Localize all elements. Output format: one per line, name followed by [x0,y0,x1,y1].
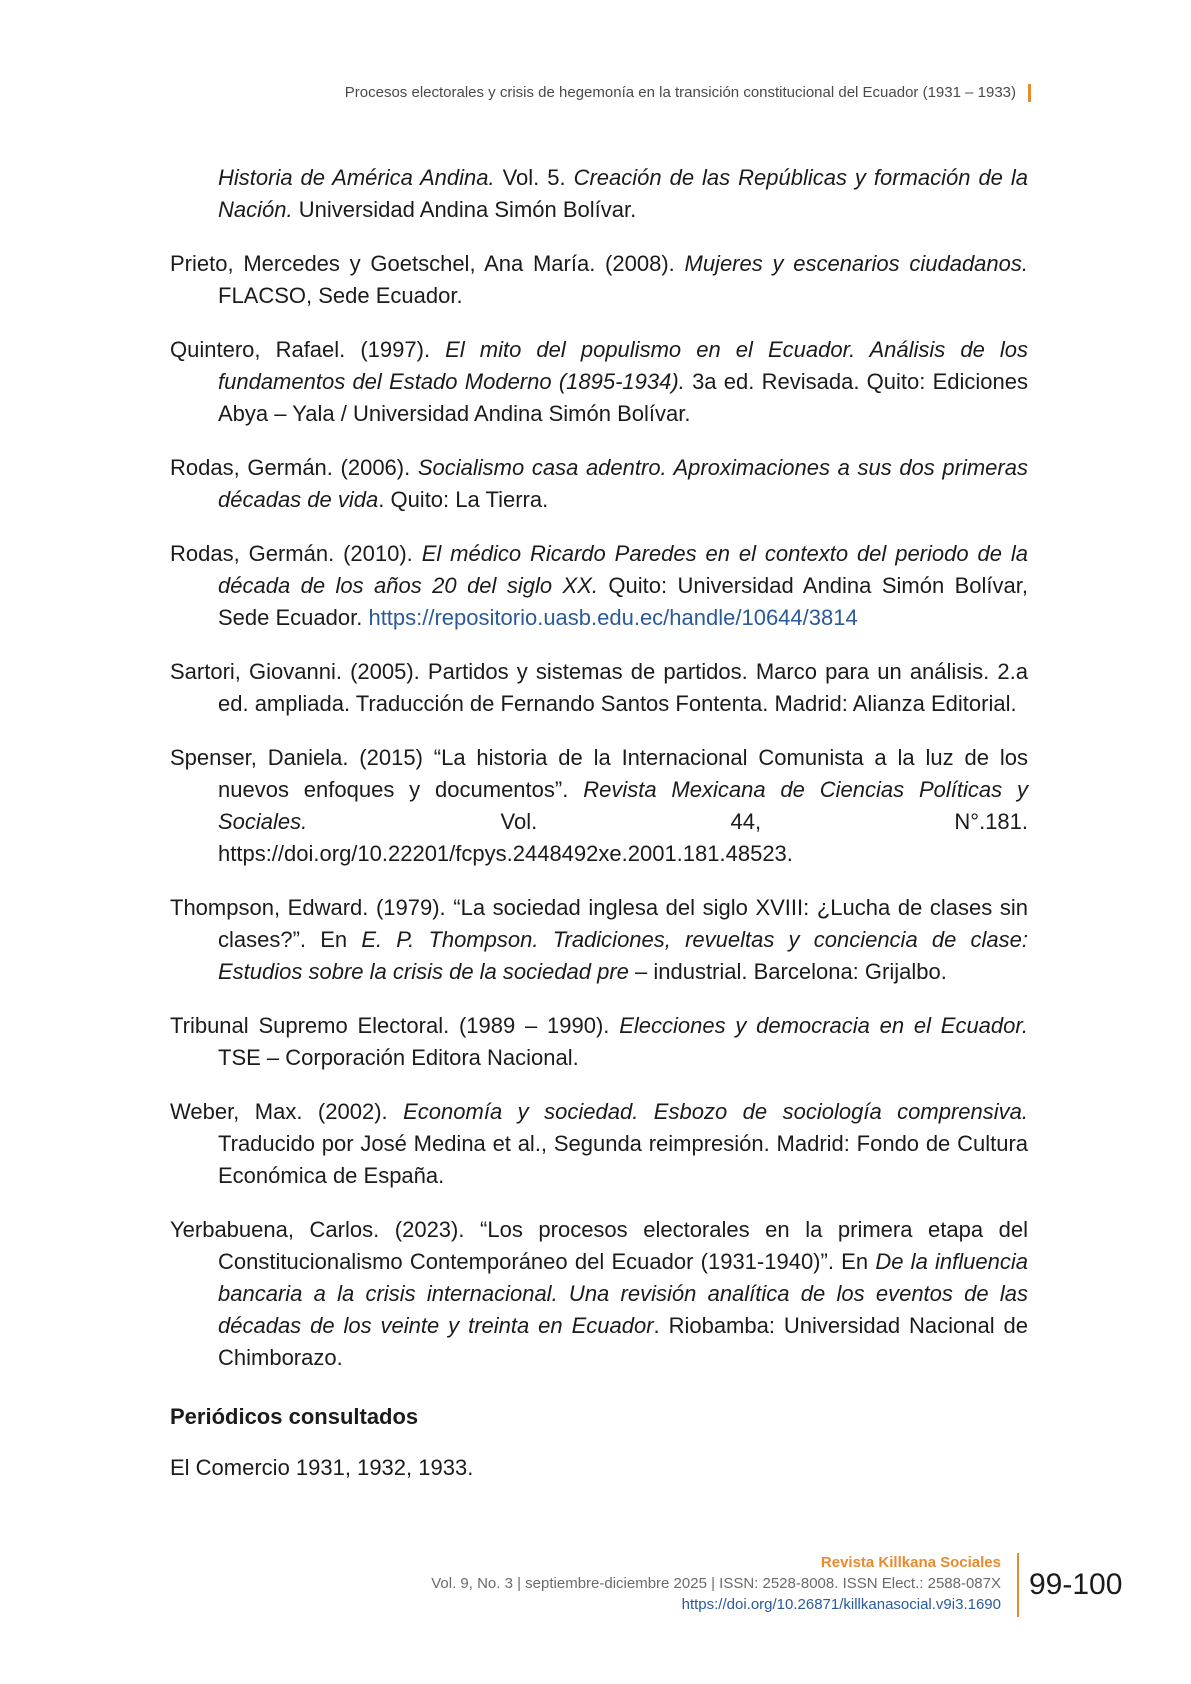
journal-name: Revista Killkana Sociales [820,1554,1001,1571]
reference-title: De la influencia bancaria a la crisis internacional. Una revisión analítica de los eventos de las décadas de los veinte y treinta en Ecuador [218,1249,1028,1338]
reference-entry [170,1010,1028,1074]
reference-title: El médico Ricardo Paredes en el contexto del periodo de la década de los años 20 del siglo XX. [218,541,1028,598]
header-accent-bar [1028,84,1031,102]
reference-entry [170,452,1028,516]
reference-text: 3a ed. Revisada. Quito: Ediciones Abya – Yala / Universidad Andina Simón Bolívar. [218,369,1029,426]
reference-text: Prieto, Mercedes y Goetschel, Ana María. (2008). [170,251,685,276]
reference-text: Weber, Max. (2002). [170,1099,404,1124]
reference-title: El mito del populismo en el Ecuador. Análisis de los fundamentos del Estado Moderno (1895-1934). [218,337,1028,394]
reference-entry [170,742,1028,870]
reference-entry [170,1096,1028,1192]
reference-entry [170,656,1028,720]
reference-text: FLACSO, Sede Ecuador. [218,283,463,308]
reference-text: . Quito: La Tierra. [378,487,549,512]
reference-title: Revista Mexicana de Ciencias Políticas y Sociales. [218,777,1028,834]
doi-link[interactable]: https://doi.org/10.26871/killkanasocial.v9i3.1690 [681,1596,1001,1613]
reference-title: Creación de las Repúblicas y formación de la Nación. [218,165,1029,222]
page-footer [201,1552,1001,1615]
reference-url-link[interactable]: https://repositorio.uasb.edu.ec/handle/10644/3814 [368,605,858,630]
reference-title: Economía y sociedad. Esbozo de sociología comprensiva. [403,1099,1028,1124]
reference-text: Thompson, Edward. (1979). “La sociedad inglesa del siglo XVIII: ¿Lucha de clases sin clases?”. En [170,895,1028,952]
reference-text: TSE – Corporación Editora Nacional. [218,1045,579,1070]
reference-text: Tribunal Supremo Electoral. (1989 – 1990). [170,1013,620,1038]
periodical-entry: El Comercio 1931, 1932, 1933. [170,1455,474,1480]
reference-entry [170,538,1028,634]
reference-text: Yerbabuena, Carlos. (2023). “Los procesos electorales en la primera etapa del Constitucionalismo Contemporáneo del Ecuador (1931-1940)”. En [170,1217,1028,1274]
section-heading: Periódicos consultados [170,1404,419,1429]
reference-text: . Riobamba: Universidad Nacional de Chimborazo. [218,1313,1028,1370]
reference-text: Quito: Universidad Andina Simón Bolívar, Sede Ecuador. [218,573,1028,630]
reference-title: Historia de América Andina. [218,165,495,190]
reference-title: Socialismo casa adentro. Aproximaciones a sus dos primeras décadas de vida [218,455,1028,512]
page-number-block [1017,1553,1122,1617]
running-title: Procesos electorales y crisis de hegemonía en la transición constitucional del Ecuador (1931 – 1933) [344,84,1016,101]
reference-entry [170,248,1028,312]
reference-text: Spenser, Daniela. (2015) “La historia de la Internacional Comunista a la luz de los nuevos enfoques y documentos”. [170,745,1028,802]
reference-text: Vol. 5. [494,165,574,190]
reference-list [170,162,1028,1484]
reference-title: Mujeres y escenarios ciudadanos. [684,251,1028,276]
reference-entry [170,162,1028,226]
reference-title: Elecciones y democracia en el Ecuador. [619,1013,1029,1038]
reference-title: E. P. Thompson. Tradiciones, revueltas y conciencia de clase: Estudios sobre la crisis de la sociedad pre [218,927,1028,984]
reference-text: Quintero, Rafael. (1997). [170,337,446,362]
running-header [131,84,1031,102]
reference-entry [170,1214,1028,1374]
reference-text: Vol. 44, N°.181. https://doi.org/10.22201/fcpys.2448492xe.2001.181.48523. [218,809,1028,866]
page-numbers: 99-100 [1029,1568,1123,1601]
reference-text: Traducido por José Medina et al., Segunda reimpresión. Madrid: Fondo de Cultura Económica de España. [218,1131,1028,1188]
reference-text: Sartori, Giovanni. (2005). Partidos y sistemas de partidos. Marco para un análisis. 2.a ed. ampliada. Traducción de Fernando Santos Fontenta. Madrid: Alianza Editorial. [170,659,1028,716]
reference-entry [170,334,1028,430]
issue-info: Vol. 9, No. 3 | septiembre-diciembre 2025 | ISSN: 2528-8008. ISSN Elect.: 2588-087X [431,1575,1001,1592]
reference-text: Universidad Andina Simón Bolívar. [292,197,637,222]
reference-text: Rodas, Germán. (2006). [170,455,418,480]
reference-entry [170,892,1028,988]
reference-text: Rodas, Germán. (2010). [170,541,422,566]
reference-text: – industrial. Barcelona: Grijalbo. [628,959,947,984]
